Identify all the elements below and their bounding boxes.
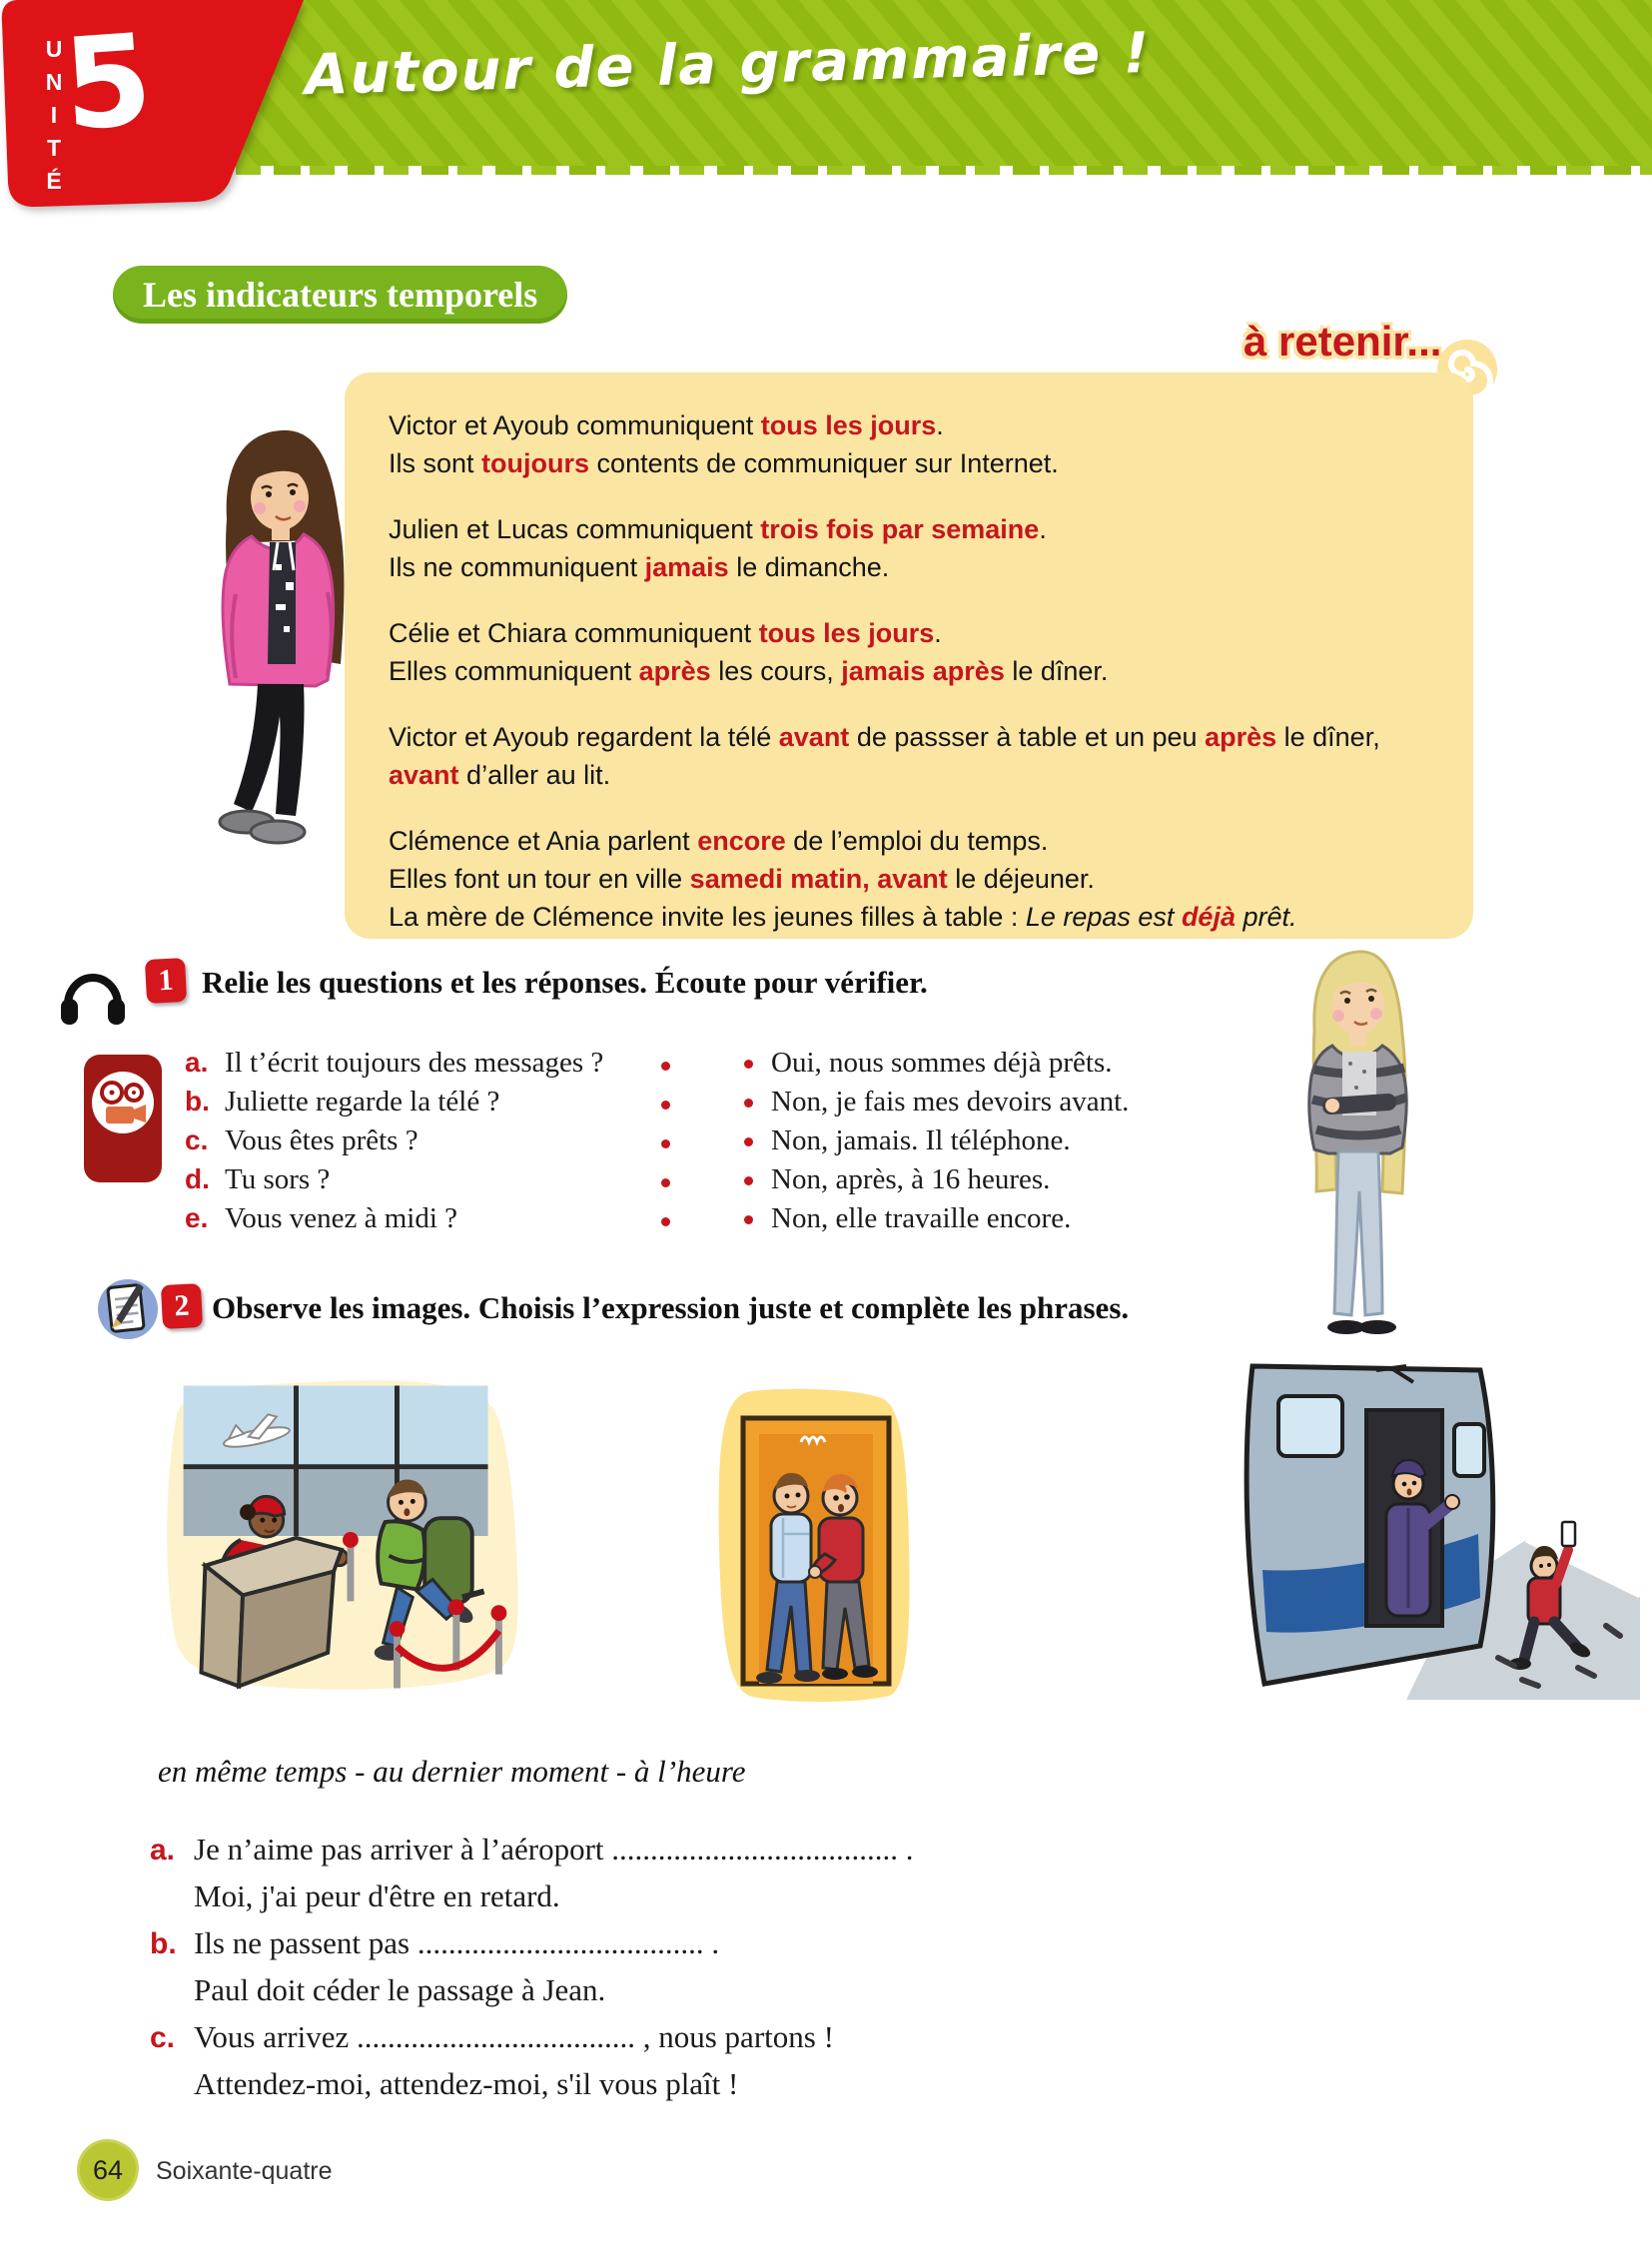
girl-pink-hoodie-illustration xyxy=(192,424,372,889)
page-title: Autour de la grammaire ! xyxy=(304,20,1153,109)
page-number-badge: 64 xyxy=(80,2142,136,2198)
answer-row xyxy=(744,1202,1303,1241)
picture-boys-doorway xyxy=(707,1384,922,1715)
connector-dot xyxy=(744,1060,753,1069)
exercise2-title: Observe les images. Choisis l’expression juste et complète les phrases. xyxy=(212,1290,1130,1325)
question-letter: d. xyxy=(185,1163,210,1194)
item-sentence-2: Attendez-moi, attendez-moi, s'il vous plaît ! xyxy=(194,2066,739,2101)
item-sentence: Ils ne passent pas ..................................... . xyxy=(194,1925,720,1960)
page-number-word: Soixante-quatre xyxy=(156,2157,333,2185)
picture-airport-checkin xyxy=(148,1370,543,1705)
connector-dot xyxy=(661,1178,670,1187)
question-text: Juliette regarde la télé ? xyxy=(225,1086,500,1118)
retenir-paragraph: Victor et Ayoub communiquent tous les jours. Ils sont toujours contents de communiquer sur Internet. xyxy=(389,410,1059,478)
connector-dot xyxy=(661,1062,670,1071)
item-letter: c. xyxy=(150,2021,176,2054)
exercise2-item xyxy=(150,2013,1149,2107)
answer-row xyxy=(744,1086,1303,1124)
answer-text: Non, jamais. Il téléphone. xyxy=(771,1124,1071,1156)
question-text: Tu sors ? xyxy=(225,1163,331,1195)
connector-dot xyxy=(744,1176,753,1185)
item-sentence: Vous arrivez .................................... , nous partons ! xyxy=(194,2019,834,2054)
girl-blonde-illustration xyxy=(1276,944,1441,1368)
section-title-badge: Les indicateurs temporels xyxy=(113,266,567,324)
exercise1-questions xyxy=(185,1047,744,1241)
question-row xyxy=(185,1086,744,1124)
unit-number: 5 xyxy=(58,6,157,159)
item-sentence: Je n’aime pas arriver à l’aéroport ..................................... . xyxy=(194,1832,914,1867)
retenir-paragraph: Julien et Lucas communiquent trois fois par semaine. Ils ne communiquent jamais le dimanche. xyxy=(389,514,1047,582)
exercise2-item xyxy=(150,1919,1149,2013)
connector-dot xyxy=(744,1137,753,1146)
question-row xyxy=(185,1202,744,1241)
exercise1-answers xyxy=(744,1047,1303,1241)
question-row xyxy=(185,1124,744,1163)
picture-train-platform xyxy=(1227,1358,1640,1705)
item-sentence-2: Moi, j'ai peur d'être en retard. xyxy=(194,1878,560,1913)
question-letter: c. xyxy=(185,1124,209,1155)
answer-text: Non, après, à 16 heures. xyxy=(771,1163,1051,1195)
connector-dot xyxy=(661,1101,670,1110)
question-text: Vous êtes prêts ? xyxy=(225,1124,418,1156)
connector-dot xyxy=(744,1099,753,1108)
question-text: Il t’écrit toujours des messages ? xyxy=(225,1047,604,1079)
question-text: Vous venez à midi ? xyxy=(225,1202,458,1234)
film-projector-icon xyxy=(84,1055,162,1187)
question-letter: e. xyxy=(185,1202,209,1233)
item-letter: b. xyxy=(150,1927,177,1960)
remember-box xyxy=(345,373,1473,939)
notebook-pencil-icon xyxy=(96,1276,160,1347)
exercise1-number-badge: 1 xyxy=(145,958,187,1004)
headphones-icon xyxy=(58,957,128,1038)
answer-row xyxy=(744,1163,1303,1202)
answer-text: Oui, nous sommes déjà prêts. xyxy=(771,1047,1113,1079)
answer-text: Non, elle travaille encore. xyxy=(771,1202,1072,1234)
unit-label: UNITÉ xyxy=(41,36,67,201)
exercise2-item xyxy=(150,1826,1149,1919)
exercise2-items xyxy=(150,1826,1149,2107)
remember-label: à retenir... xyxy=(1243,318,1442,365)
exercise1-title: Relie les questions et les réponses. Écoute pour vérifier. xyxy=(202,965,928,1000)
exercise2-number-badge: 2 xyxy=(161,1283,203,1329)
question-letter: b. xyxy=(185,1086,210,1117)
connector-dot xyxy=(744,1215,753,1224)
retenir-paragraph: Clémence et Ania parlent encore de l’emploi du temps. Elles font un tour en ville samedi matin, avant le déjeuner. La mère de Clémence invite les jeunes filles à table : Le repas est déjà prêt. xyxy=(389,826,1297,932)
question-row xyxy=(185,1163,744,1202)
retenir-paragraph: Victor et Ayoub regardent la télé avant de passser à table et un peu après le dîner, avant d’aller au lit. xyxy=(389,722,1380,790)
question-row xyxy=(185,1047,744,1086)
connector-dot xyxy=(661,1217,670,1226)
item-sentence-2: Paul doit céder le passage à Jean. xyxy=(194,1972,606,2007)
answer-row xyxy=(744,1047,1303,1086)
retenir-paragraph: Célie et Chiara communiquent tous les jours. Elles communiquent après les cours, jamais après le dîner. xyxy=(389,618,1109,686)
expression-bank: en même temps - au dernier moment - à l’heure xyxy=(158,1754,746,1789)
answer-text: Non, je fais mes devoirs avant. xyxy=(771,1086,1130,1118)
question-letter: a. xyxy=(185,1047,209,1078)
connector-dot xyxy=(661,1139,670,1148)
answer-row xyxy=(744,1124,1303,1163)
item-letter: a. xyxy=(150,1834,176,1867)
